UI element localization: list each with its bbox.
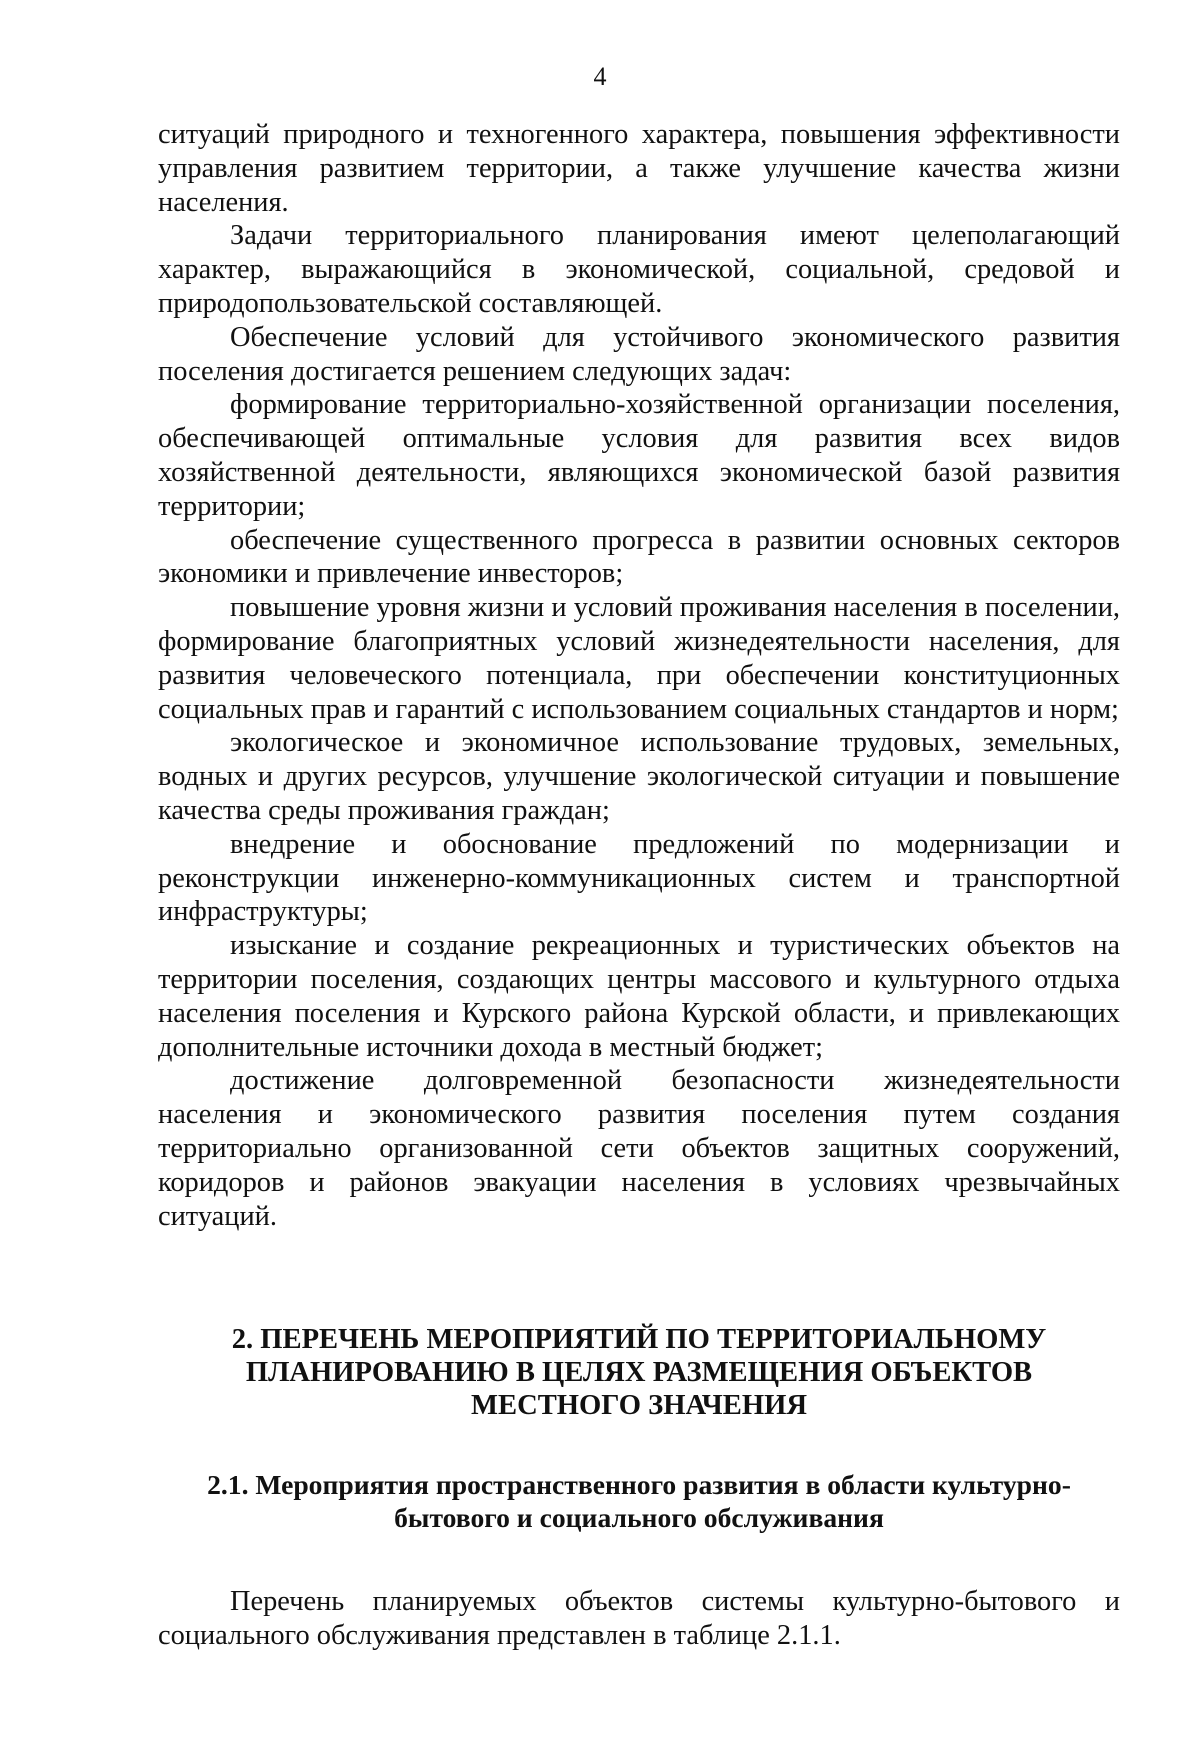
body-text xyxy=(158,118,1120,1233)
list-item-resource-use: экологическое и экономичное использование трудовых, земельных, водных и других ресурсов, улучшение экологической ситуации и повышение качества среды проживания граждан; xyxy=(158,727,1120,826)
paragraph-intro-continuation: ситуаций природного и техногенного характера, повышения эффективности управления развитием территории, а также улучшение качества жизни населения. xyxy=(158,119,1120,218)
list-item-territorial-organization: формирование территориально-хозяйственной организации поселения, обеспечивающей оптимальные условия для развития всех видов хозяйственной деятельности, являющихся экономической базой развития территории; xyxy=(158,389,1120,522)
paragraph-development-conditions: Обеспечение условий для устойчивого экономического развития поселения достигается решением следующих задач: xyxy=(158,321,1120,387)
section-heading-line-3: МЕСТНОГО ЗНАЧЕНИЯ xyxy=(471,1390,807,1421)
section-heading xyxy=(158,1323,1120,1422)
subsection-body xyxy=(158,1585,1120,1653)
list-item-economic-progress: обеспечение существенного прогресса в развитии основных секторов экономики и привлечение инвесторов; xyxy=(158,524,1120,590)
paragraph-table-reference: Перечень планируемых объектов системы культурно-бытового и социального обслуживания представлен в таблице 2.1.1. xyxy=(158,1586,1120,1651)
list-item-living-standards: повышение уровня жизни и условий проживания населения в поселении, формирование благоприятных условий жизнедеятельности населения, для развития человеческого потенциала, при обеспечении конституционных социальных прав и гарантий с использованием социальных стандартов и норм; xyxy=(158,592,1120,725)
list-item-infrastructure: внедрение и обоснование предложений по модернизации и реконструкции инженерно-коммуникационных систем и транспортной инфраструктуры; xyxy=(158,828,1120,928)
section-heading-line-2: ПЛАНИРОВАНИЮ В ЦЕЛЯХ РАЗМЕЩЕНИЯ ОБЪЕКТОВ xyxy=(245,1357,1033,1388)
section-heading-line-1: 2. ПЕРЕЧЕНЬ МЕРОПРИЯТИЙ ПО ТЕРРИТОРИАЛЬНОМУ xyxy=(231,1324,1047,1355)
list-item-recreation: изыскание и создание рекреационных и туристических объектов на территории поселения, создающих центры массового и культурного отдыха населения поселения и Курского района Курской области, и привлекающих дополнительные источники дохода в местный бюджет; xyxy=(158,930,1120,1063)
list-item-safety: достижение долговременной безопасности жизнедеятельности населения и экономического развития поселения путем создания территориально организованной сети объектов защитных сооружений, коридоров и районов эвакуации населения в условиях чрезвычайных ситуаций. xyxy=(158,1065,1120,1232)
subsection-heading xyxy=(158,1468,1120,1534)
subsection-heading-line-1: 2.1. Мероприятия пространственного развития в области культурно- xyxy=(207,1469,1071,1500)
subsection-heading-line-2: бытового и социального обслуживания xyxy=(394,1502,884,1533)
paragraph-planning-tasks: Задачи территориального планирования имеют целеполагающий характер, выражающийся в экономической, социальной, средовой и природопользовательской составляющей. xyxy=(158,220,1120,319)
page-number: 4 xyxy=(593,62,607,91)
